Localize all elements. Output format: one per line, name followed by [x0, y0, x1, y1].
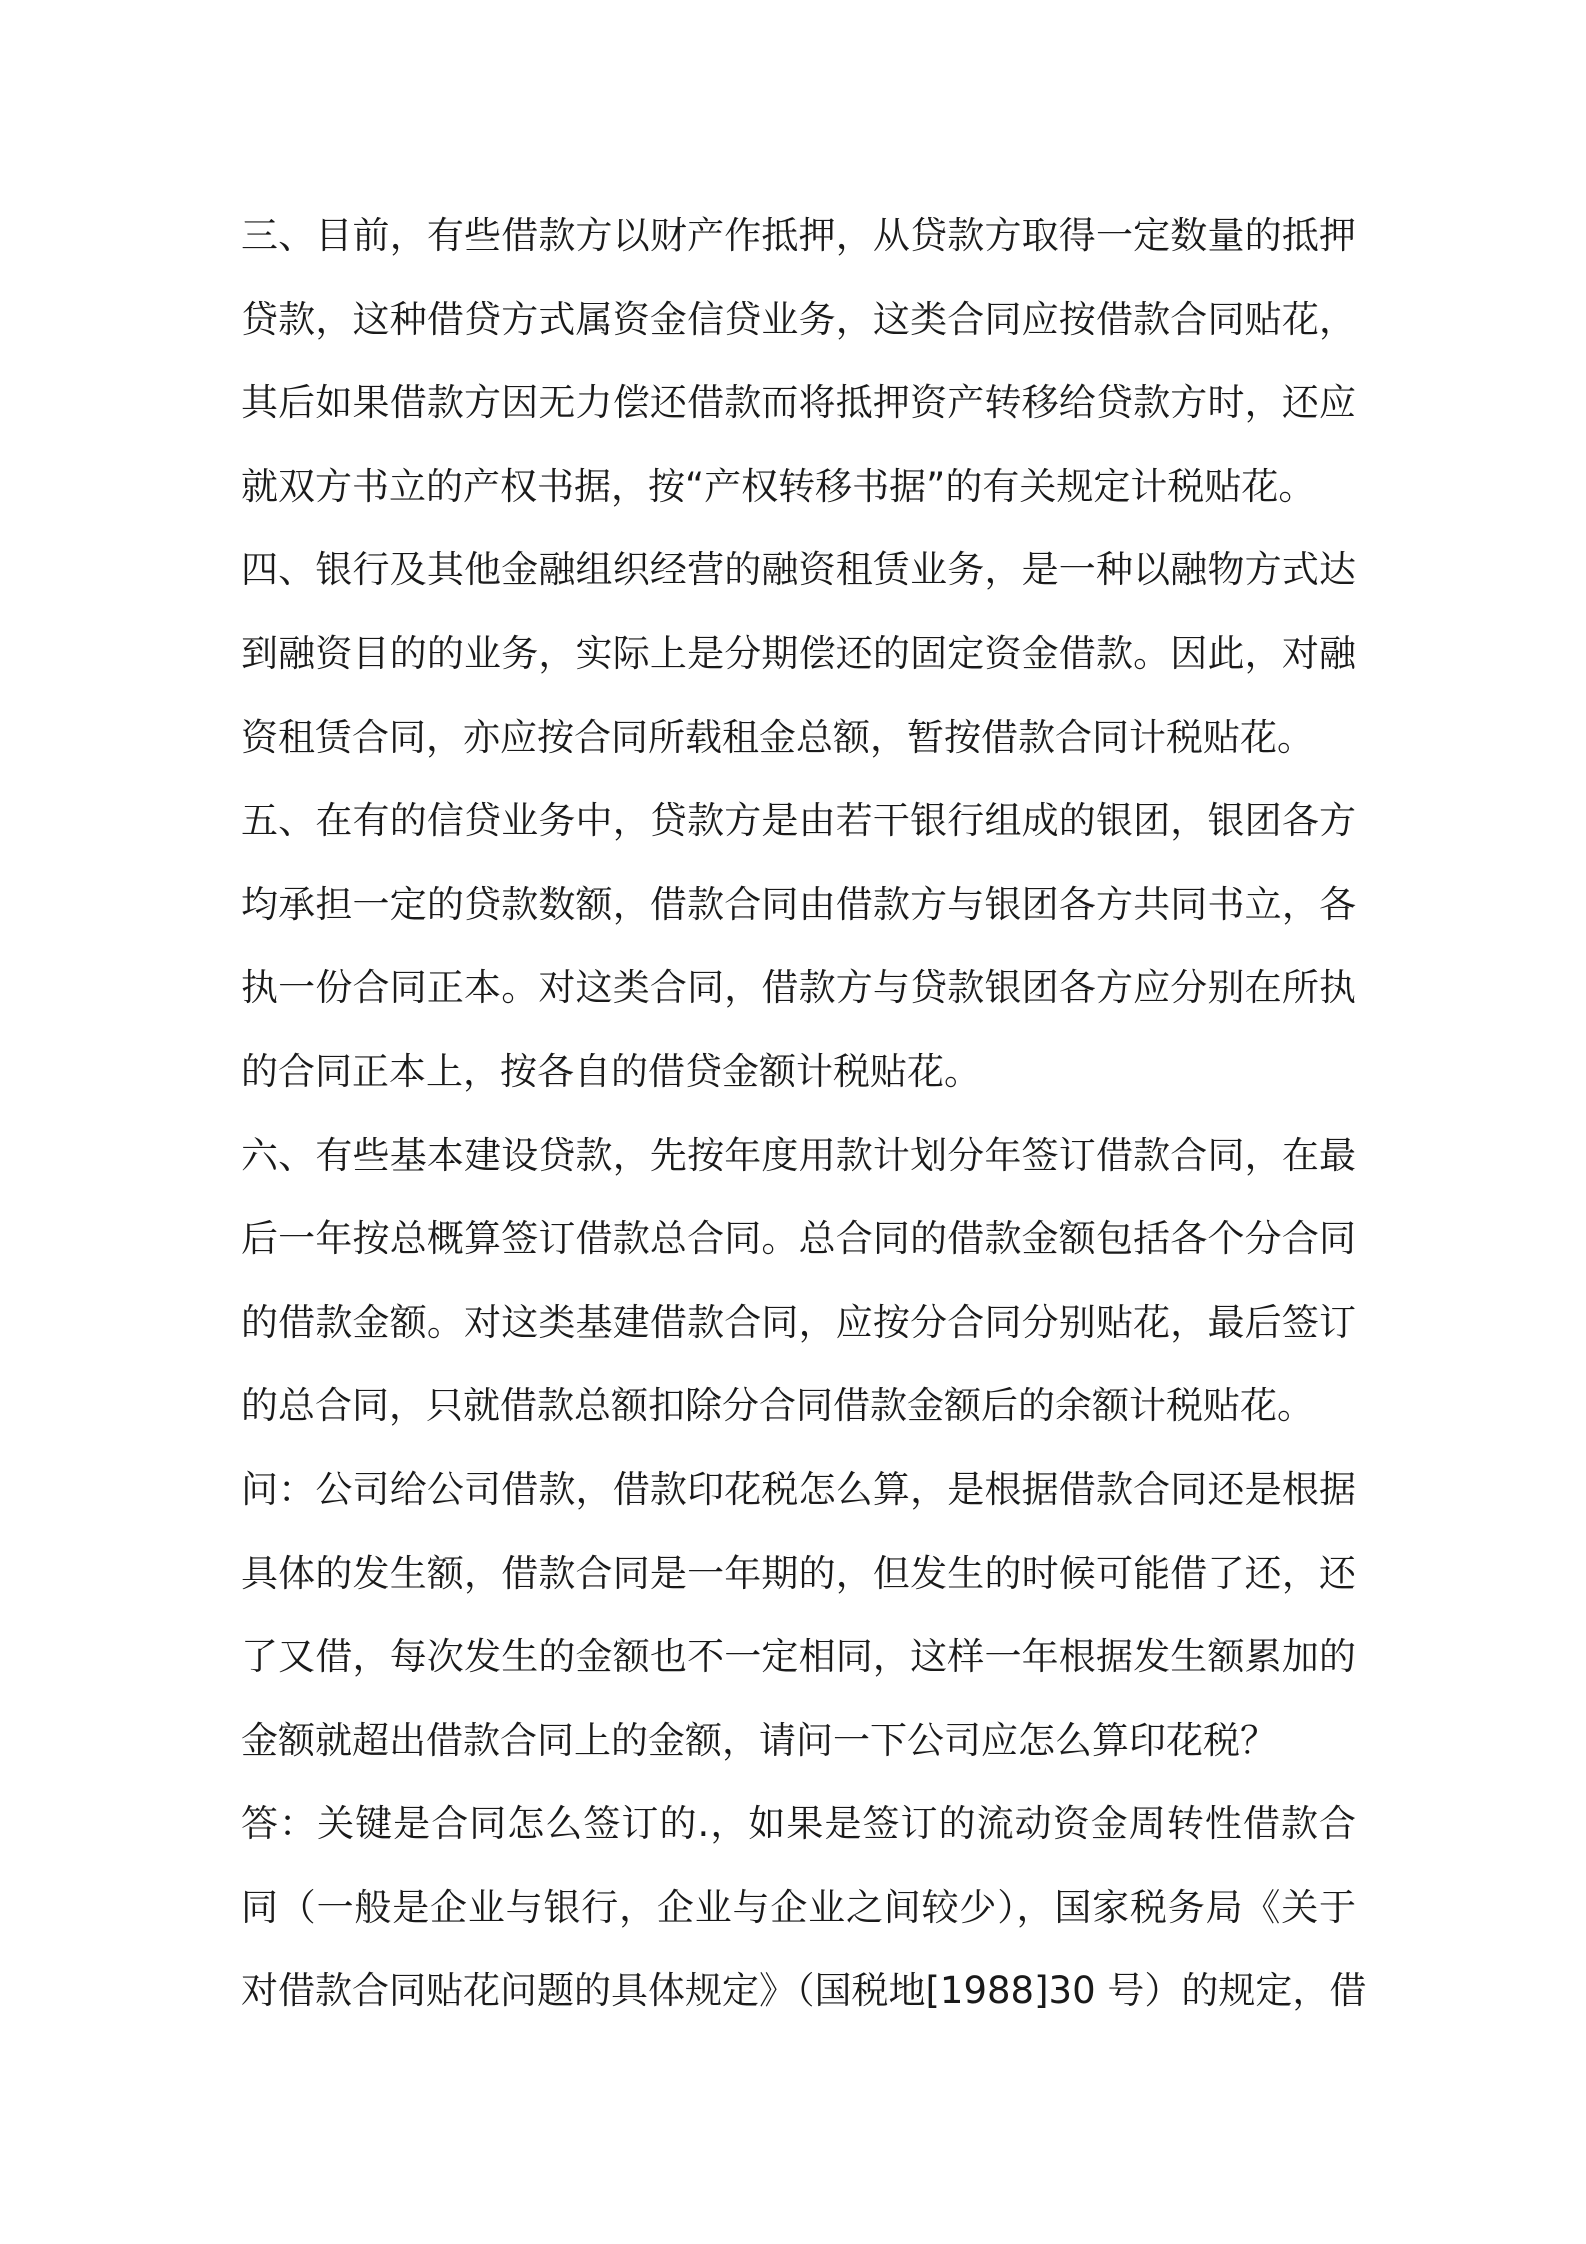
text-line: 均承担一定的贷款数额，借款合同由借款方与银团各方共同书立，各	[241, 882, 1356, 926]
text-line: 问：公司给公司借款，借款印花税怎么算，是根据借款合同还是根据	[241, 1467, 1356, 1511]
text-line: 就双方书立的产权书据，按“产权转移书据”的有关规定计税贴花。	[241, 464, 1316, 508]
text-line: 执一份合同正本。对这类合同，借款方与贷款银团各方应分别在所执	[241, 966, 1356, 1010]
text-line: 金额就超出借款合同上的金额，请问一下公司应怎么算印花税？	[241, 1718, 1277, 1762]
text-line: 具体的发生额，借款合同是一年期的，但发生的时候可能借了还，还	[241, 1551, 1356, 1595]
text-line: 资租赁合同，亦应按合同所载租金总额，暂按借款合同计税贴花。	[241, 715, 1314, 759]
document-body	[241, 194, 1367, 2033]
text-line: 同（一般是企业与银行，企业与企业之间较少），国家税务局《关于	[241, 1885, 1356, 1929]
text-line: 到融资目的的业务，实际上是分期偿还的固定资金借款。因此，对融	[241, 631, 1356, 675]
text-line: 对借款合同贴花问题的具体规定》（国税地[1988]30 号）的规定，借	[241, 1969, 1367, 2013]
text-line: 四、银行及其他金融组织经营的融资租赁业务，是一种以融物方式达	[241, 548, 1356, 592]
text-line: 的借款金额。对这类基建借款合同，应按分合同分别贴花，最后签订	[241, 1300, 1356, 1344]
text-line: 了又借，每次发生的金额也不一定相同，这样一年根据发生额累加的	[241, 1635, 1356, 1679]
text-line: 三、目前，有些借款方以财产作抵押，从贷款方取得一定数量的抵押	[241, 214, 1356, 257]
text-line: 其后如果借款方因无力偿还借款而将抵押资产转移给贷款方时，还应	[241, 381, 1356, 425]
text-line: 的合同正本上，按各自的借贷金额计税贴花。	[241, 1049, 981, 1093]
text-line: 后一年按总概算签订借款总合同。总合同的借款金额包括各个分合同	[241, 1217, 1356, 1261]
text-line: 五、在有的信贷业务中，贷款方是由若干银行组成的银团，银团各方	[241, 799, 1356, 843]
text-line: 六、有些基本建设贷款，先按年度用款计划分年签订借款合同，在最	[241, 1133, 1356, 1177]
text-line: 答：关键是合同怎么签订的.，如果是签订的流动资金周转性借款合	[241, 1802, 1356, 1846]
text-line: 贷款，这种借贷方式属资金信贷业务，这类合同应按借款合同贴花，	[241, 297, 1356, 341]
text-line: 的总合同，只就借款总额扣除分合同借款金额后的余额计税贴花。	[241, 1384, 1314, 1428]
